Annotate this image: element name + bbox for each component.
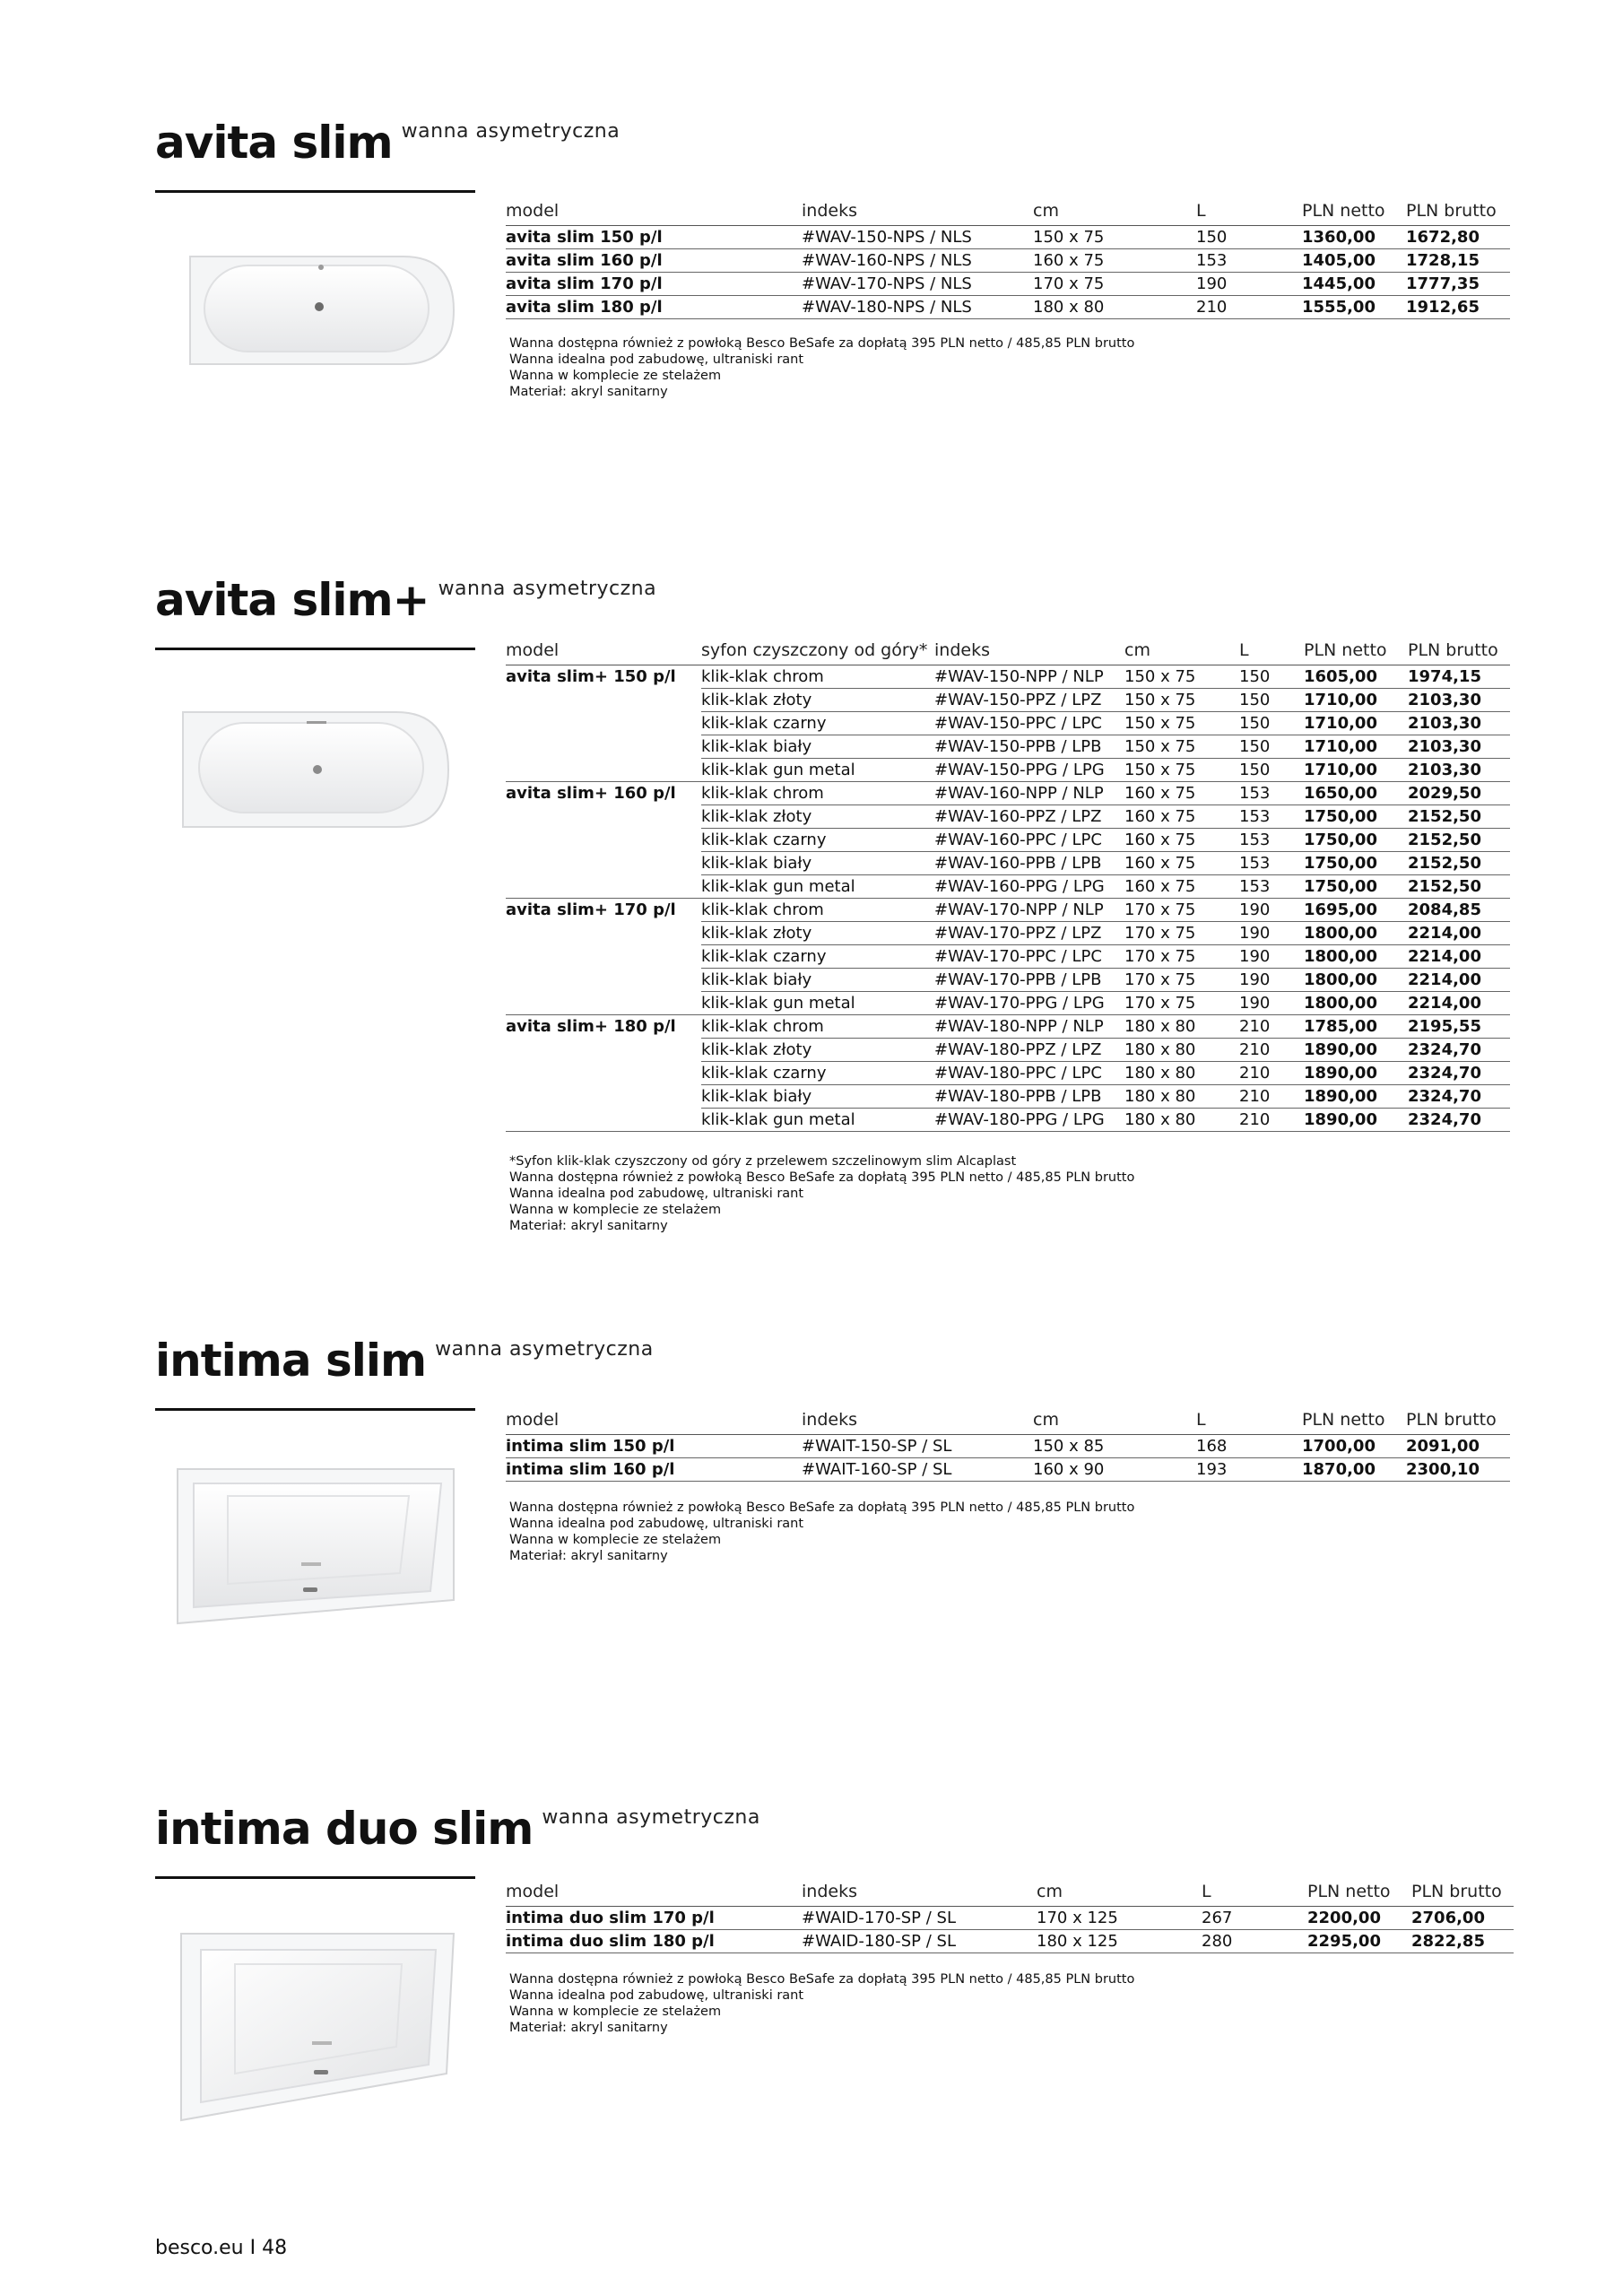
- table-row: [506, 273, 1510, 296]
- siphon-cell: klik-klak złoty: [701, 805, 934, 829]
- note-line: Wanna dostępna również z powłoką Besco BeSafe za dopłatą 395 PLN netto / 485,85 PLN brutto: [509, 336, 1135, 351]
- siphon-cell: klik-klak biały: [701, 1085, 934, 1109]
- title-underline: [155, 648, 475, 650]
- model-cell: avita slim 170 p/l: [506, 273, 802, 296]
- note-line: Wanna w komplecie ze stelażem: [509, 1203, 722, 1217]
- price-gross-cell: 2324,70: [1408, 1085, 1510, 1109]
- table-row: [506, 992, 1510, 1015]
- model-cell: avita slim 180 p/l: [506, 296, 802, 319]
- volume-cell: 153: [1239, 782, 1304, 805]
- size-cell: 150 x 75: [1124, 759, 1239, 782]
- model-cell: [506, 992, 701, 1015]
- volume-cell: 210: [1239, 1085, 1304, 1109]
- table-row: [506, 712, 1510, 735]
- price-table: [506, 199, 1510, 319]
- table-row: [506, 969, 1510, 992]
- price-gross-cell: 2300,10: [1406, 1458, 1510, 1482]
- note-line: Wanna idealna pod zabudowę, ultraniski rant: [509, 352, 804, 367]
- table-row: [506, 922, 1510, 945]
- model-cell: [506, 735, 701, 759]
- price-net-cell: 1710,00: [1304, 689, 1408, 712]
- volume-cell: 267: [1202, 1907, 1307, 1930]
- model-cell: [506, 969, 701, 992]
- size-cell: 150 x 75: [1124, 689, 1239, 712]
- price-net-cell: 1445,00: [1302, 273, 1406, 296]
- index-cell: #WAV-150-PPZ / LPZ: [934, 689, 1124, 712]
- volume-cell: 153: [1239, 829, 1304, 852]
- title-underline: [155, 1876, 475, 1879]
- price-gross-cell: 2103,30: [1408, 759, 1510, 782]
- volume-cell: 150: [1239, 759, 1304, 782]
- table-row: [506, 296, 1510, 319]
- size-cell: 150 x 85: [1033, 1435, 1196, 1458]
- column-header: model: [506, 1408, 802, 1435]
- note-line: Wanna dostępna również z powłoką Besco BeSafe za dopłatą 395 PLN netto / 485,85 PLN brutto: [509, 1972, 1135, 1987]
- volume-cell: 210: [1239, 1109, 1304, 1132]
- index-cell: #WAV-150-PPB / LPB: [934, 735, 1124, 759]
- column-header: cm: [1124, 639, 1239, 665]
- size-cell: 170 x 75: [1124, 992, 1239, 1015]
- price-gross-cell: 2152,50: [1408, 805, 1510, 829]
- price-net-cell: 1890,00: [1304, 1085, 1408, 1109]
- siphon-cell: klik-klak chrom: [701, 665, 934, 689]
- siphon-cell: klik-klak złoty: [701, 689, 934, 712]
- size-cell: 180 x 80: [1124, 1062, 1239, 1085]
- table-row: [506, 665, 1510, 689]
- section-title-text: intima duo slim: [155, 1803, 534, 1855]
- model-cell: avita slim 150 p/l: [506, 226, 802, 249]
- size-cell: 160 x 75: [1124, 805, 1239, 829]
- price-gross-cell: 2152,50: [1408, 852, 1510, 875]
- size-cell: 180 x 80: [1124, 1085, 1239, 1109]
- price-net-cell: 1800,00: [1304, 945, 1408, 969]
- note-line: Wanna idealna pod zabudowę, ultraniski rant: [509, 1187, 804, 1201]
- note-line: *Syfon klik-klak czyszczony od góry z przelewem szczelinowym slim Alcaplast: [509, 1154, 1017, 1169]
- column-header: L: [1239, 639, 1304, 665]
- table-row: [506, 1458, 1510, 1482]
- model-cell: [506, 875, 701, 899]
- price-table: [506, 1880, 1514, 1953]
- index-cell: #WAV-180-PPG / LPG: [934, 1109, 1124, 1132]
- price-gross-cell: 1728,15: [1406, 249, 1510, 273]
- size-cell: 180 x 80: [1124, 1109, 1239, 1132]
- column-header: cm: [1037, 1880, 1202, 1907]
- table-header-row: [506, 1408, 1510, 1435]
- section-title: [155, 1335, 654, 1387]
- size-cell: 150 x 75: [1124, 712, 1239, 735]
- model-cell: [506, 922, 701, 945]
- price-net-cell: 1555,00: [1302, 296, 1406, 319]
- price-net-cell: 1890,00: [1304, 1039, 1408, 1062]
- price-gross-cell: 2822,85: [1411, 1930, 1514, 1953]
- index-cell: #WAV-180-PPC / LPC: [934, 1062, 1124, 1085]
- price-net-cell: 1750,00: [1304, 875, 1408, 899]
- model-cell: avita slim+ 180 p/l: [506, 1017, 676, 1037]
- table-row: [506, 249, 1510, 273]
- size-cell: 180 x 125: [1037, 1930, 1202, 1953]
- price-gross-cell: 2029,50: [1408, 782, 1510, 805]
- price-gross-cell: 2214,00: [1408, 945, 1510, 969]
- siphon-cell: klik-klak chrom: [701, 899, 934, 922]
- model-cell: [506, 712, 701, 735]
- model-cell: [506, 1039, 701, 1062]
- column-header: cm: [1033, 1408, 1196, 1435]
- column-header: syfon czyszczony od góry*: [701, 639, 934, 665]
- note-line: Wanna idealna pod zabudowę, ultraniski rant: [509, 1517, 804, 1531]
- volume-cell: 190: [1239, 945, 1304, 969]
- size-cell: 150 x 75: [1033, 226, 1196, 249]
- page-footer: besco.eu I 48: [155, 2237, 288, 2259]
- model-cell: [506, 1085, 701, 1109]
- column-header: model: [506, 639, 701, 665]
- product-notes: [509, 1971, 1134, 2036]
- volume-cell: 150: [1239, 665, 1304, 689]
- siphon-cell: klik-klak czarny: [701, 712, 934, 735]
- model-cell: [506, 852, 701, 875]
- bathtub-intima-slim-image: [174, 1465, 457, 1627]
- column-header: PLN brutto: [1406, 1408, 1510, 1435]
- price-gross-cell: 2084,85: [1408, 899, 1510, 922]
- section-title-text: avita slim+: [155, 574, 430, 626]
- volume-cell: 153: [1239, 852, 1304, 875]
- price-gross-cell: 1974,15: [1408, 665, 1510, 689]
- volume-cell: 150: [1239, 735, 1304, 759]
- table-header-row: [506, 639, 1510, 665]
- model-cell: [506, 829, 701, 852]
- siphon-cell: klik-klak złoty: [701, 1039, 934, 1062]
- section-subtitle: wanna asymetryczna: [401, 120, 621, 143]
- siphon-cell: klik-klak gun metal: [701, 875, 934, 899]
- size-cell: 160 x 75: [1124, 875, 1239, 899]
- price-gross-cell: 2103,30: [1408, 689, 1510, 712]
- price-gross-cell: 1672,80: [1406, 226, 1510, 249]
- price-gross-cell: 1912,65: [1406, 296, 1510, 319]
- volume-cell: 150: [1196, 226, 1302, 249]
- column-header: L: [1196, 199, 1302, 226]
- section-subtitle: wanna asymetryczna: [542, 1806, 760, 1829]
- index-cell: #WAV-160-PPB / LPB: [934, 852, 1124, 875]
- volume-cell: 150: [1239, 712, 1304, 735]
- price-net-cell: 1710,00: [1304, 712, 1408, 735]
- index-cell: #WAIT-150-SP / SL: [802, 1435, 1033, 1458]
- price-net-cell: 1650,00: [1304, 782, 1408, 805]
- model-cell: intima duo slim 170 p/l: [506, 1907, 802, 1930]
- index-cell: #WAID-170-SP / SL: [802, 1907, 1037, 1930]
- volume-cell: 168: [1196, 1435, 1302, 1458]
- price-gross-cell: 2324,70: [1408, 1039, 1510, 1062]
- price-net-cell: 1710,00: [1304, 735, 1408, 759]
- table-row: [506, 759, 1510, 782]
- title-underline: [155, 1408, 475, 1411]
- price-net-cell: 1695,00: [1304, 899, 1408, 922]
- note-line: Wanna dostępna również z powłoką Besco BeSafe za dopłatą 395 PLN netto / 485,85 PLN brutto: [509, 1170, 1135, 1185]
- price-net-cell: 1800,00: [1304, 992, 1408, 1015]
- section-title-text: avita slim: [155, 117, 393, 169]
- column-header: indeks: [802, 1408, 1033, 1435]
- column-header: L: [1196, 1408, 1302, 1435]
- column-header: indeks: [802, 199, 1033, 226]
- price-gross-cell: 2324,70: [1408, 1109, 1510, 1132]
- index-cell: #WAV-170-NPS / NLS: [802, 273, 1033, 296]
- note-line: Materiał: akryl sanitarny: [509, 1549, 668, 1563]
- siphon-cell: klik-klak czarny: [701, 1062, 934, 1085]
- index-cell: #WAV-180-NPP / NLP: [934, 1015, 1124, 1039]
- size-cell: 180 x 80: [1124, 1039, 1239, 1062]
- size-cell: 160 x 75: [1124, 852, 1239, 875]
- price-gross-cell: 2195,55: [1408, 1015, 1510, 1039]
- size-cell: 160 x 90: [1033, 1458, 1196, 1482]
- bathtub-avita-slim-plus-image: [181, 709, 452, 831]
- siphon-cell: klik-klak złoty: [701, 922, 934, 945]
- table-row: [506, 829, 1510, 852]
- product-notes: [509, 1153, 1134, 1234]
- price-net-cell: 1750,00: [1304, 829, 1408, 852]
- table-row: [506, 1085, 1510, 1109]
- size-cell: 170 x 75: [1124, 899, 1239, 922]
- bathtub-intima-duo-slim-image: [178, 1930, 457, 2124]
- price-net-cell: 1405,00: [1302, 249, 1406, 273]
- note-line: Wanna w komplecie ze stelażem: [509, 1533, 722, 1547]
- size-cell: 170 x 75: [1124, 945, 1239, 969]
- table-row: [506, 852, 1510, 875]
- price-gross-cell: 2091,00: [1406, 1435, 1510, 1458]
- index-cell: #WAID-180-SP / SL: [802, 1930, 1037, 1953]
- volume-cell: 190: [1239, 992, 1304, 1015]
- table-row: [506, 1015, 1510, 1039]
- volume-cell: 210: [1239, 1062, 1304, 1085]
- index-cell: #WAV-170-PPZ / LPZ: [934, 922, 1124, 945]
- model-cell: [506, 1062, 701, 1085]
- model-cell: [506, 805, 701, 829]
- index-cell: #WAV-170-NPP / NLP: [934, 899, 1124, 922]
- column-header: PLN netto: [1302, 1408, 1406, 1435]
- index-cell: #WAIT-160-SP / SL: [802, 1458, 1033, 1482]
- note-line: Wanna idealna pod zabudowę, ultraniski rant: [509, 1988, 804, 2003]
- siphon-cell: klik-klak gun metal: [701, 1109, 934, 1132]
- table-row: [506, 875, 1510, 899]
- index-cell: #WAV-180-NPS / NLS: [802, 296, 1033, 319]
- table-header-row: [506, 1880, 1514, 1907]
- column-header: L: [1202, 1880, 1307, 1907]
- model-cell: avita slim+ 170 p/l: [506, 900, 676, 920]
- volume-cell: 153: [1239, 875, 1304, 899]
- index-cell: #WAV-180-PPB / LPB: [934, 1085, 1124, 1109]
- volume-cell: 153: [1239, 805, 1304, 829]
- model-cell: [506, 759, 701, 782]
- price-gross-cell: 2214,00: [1408, 922, 1510, 945]
- price-net-cell: 1800,00: [1304, 922, 1408, 945]
- volume-cell: 210: [1239, 1015, 1304, 1039]
- table-header-row: [506, 199, 1510, 226]
- product-notes: [509, 1500, 1134, 1564]
- price-gross-cell: 2152,50: [1408, 875, 1510, 899]
- column-header: cm: [1033, 199, 1196, 226]
- index-cell: #WAV-160-PPC / LPC: [934, 829, 1124, 852]
- section-title: [155, 574, 656, 626]
- siphon-cell: klik-klak gun metal: [701, 759, 934, 782]
- product-notes: [509, 335, 1134, 400]
- column-header: PLN netto: [1302, 199, 1406, 226]
- price-net-cell: 2295,00: [1307, 1930, 1411, 1953]
- table-row: [506, 689, 1510, 712]
- index-cell: #WAV-170-PPB / LPB: [934, 969, 1124, 992]
- model-cell: intima duo slim 180 p/l: [506, 1930, 802, 1953]
- column-header: indeks: [802, 1880, 1037, 1907]
- price-net-cell: 1750,00: [1304, 852, 1408, 875]
- note-line: Materiał: akryl sanitarny: [509, 2021, 668, 2035]
- section-title-text: intima slim: [155, 1335, 427, 1387]
- volume-cell: 210: [1196, 296, 1302, 319]
- index-cell: #WAV-150-PPG / LPG: [934, 759, 1124, 782]
- volume-cell: 280: [1202, 1930, 1307, 1953]
- volume-cell: 153: [1196, 249, 1302, 273]
- model-cell: [506, 1109, 701, 1132]
- price-net-cell: 1750,00: [1304, 805, 1408, 829]
- table-row: [506, 1062, 1510, 1085]
- price-net-cell: 1785,00: [1304, 1015, 1408, 1039]
- siphon-cell: klik-klak biały: [701, 969, 934, 992]
- price-net-cell: 1800,00: [1304, 969, 1408, 992]
- column-header: PLN brutto: [1406, 199, 1510, 226]
- index-cell: #WAV-170-PPC / LPC: [934, 945, 1124, 969]
- price-table: [506, 639, 1510, 1132]
- price-net-cell: 2200,00: [1307, 1907, 1411, 1930]
- siphon-cell: klik-klak gun metal: [701, 992, 934, 1015]
- price-gross-cell: 2103,30: [1408, 735, 1510, 759]
- price-gross-cell: 2214,00: [1408, 992, 1510, 1015]
- table-row: [506, 1435, 1510, 1458]
- volume-cell: 190: [1239, 922, 1304, 945]
- size-cell: 160 x 75: [1033, 249, 1196, 273]
- table-row: [506, 782, 1510, 805]
- size-cell: 160 x 75: [1124, 829, 1239, 852]
- column-header: PLN netto: [1307, 1880, 1411, 1907]
- index-cell: #WAV-170-PPG / LPG: [934, 992, 1124, 1015]
- siphon-cell: klik-klak chrom: [701, 782, 934, 805]
- volume-cell: 190: [1239, 969, 1304, 992]
- note-line: Materiał: akryl sanitarny: [509, 385, 668, 399]
- table-row: [506, 945, 1510, 969]
- column-header: PLN brutto: [1408, 639, 1510, 665]
- index-cell: #WAV-150-NPS / NLS: [802, 226, 1033, 249]
- price-gross-cell: 1777,35: [1406, 273, 1510, 296]
- index-cell: #WAV-160-NPS / NLS: [802, 249, 1033, 273]
- index-cell: #WAV-150-NPP / NLP: [934, 665, 1124, 689]
- size-cell: 150 x 75: [1124, 665, 1239, 689]
- note-line: Materiał: akryl sanitarny: [509, 1219, 668, 1233]
- siphon-cell: klik-klak biały: [701, 735, 934, 759]
- price-table: [506, 1408, 1510, 1482]
- title-underline: [155, 190, 475, 193]
- model-cell: [506, 689, 701, 712]
- size-cell: 170 x 75: [1124, 969, 1239, 992]
- price-gross-cell: 2214,00: [1408, 969, 1510, 992]
- model-cell: avita slim 160 p/l: [506, 249, 802, 273]
- size-cell: 180 x 80: [1033, 296, 1196, 319]
- size-cell: 170 x 75: [1033, 273, 1196, 296]
- volume-cell: 210: [1239, 1039, 1304, 1062]
- volume-cell: 190: [1196, 273, 1302, 296]
- size-cell: 160 x 75: [1124, 782, 1239, 805]
- price-net-cell: 1710,00: [1304, 759, 1408, 782]
- siphon-cell: klik-klak czarny: [701, 945, 934, 969]
- price-gross-cell: 2706,00: [1411, 1907, 1514, 1930]
- model-cell: avita slim+ 160 p/l: [506, 784, 676, 804]
- index-cell: #WAV-160-PPZ / LPZ: [934, 805, 1124, 829]
- column-header: PLN brutto: [1411, 1880, 1514, 1907]
- bathtub-avita-slim-image: [188, 253, 457, 370]
- model-cell: intima slim 150 p/l: [506, 1435, 802, 1458]
- price-gross-cell: 2152,50: [1408, 829, 1510, 852]
- index-cell: #WAV-150-PPC / LPC: [934, 712, 1124, 735]
- table-row: [506, 805, 1510, 829]
- table-row: [506, 226, 1510, 249]
- column-header: model: [506, 199, 802, 226]
- price-net-cell: 1890,00: [1304, 1062, 1408, 1085]
- price-net-cell: 1360,00: [1302, 226, 1406, 249]
- note-line: Wanna dostępna również z powłoką Besco BeSafe za dopłatą 395 PLN netto / 485,85 PLN brutto: [509, 1500, 1135, 1515]
- column-header: model: [506, 1880, 802, 1907]
- section-title: [155, 117, 620, 169]
- model-cell: intima slim 160 p/l: [506, 1458, 802, 1482]
- table-row: [506, 1109, 1510, 1132]
- note-line: Wanna w komplecie ze stelażem: [509, 2005, 722, 2019]
- section-subtitle: wanna asymetryczna: [438, 578, 657, 600]
- model-cell: [506, 945, 701, 969]
- size-cell: 170 x 125: [1037, 1907, 1202, 1930]
- table-row: [506, 899, 1510, 922]
- price-net-cell: 1700,00: [1302, 1435, 1406, 1458]
- table-row: [506, 1039, 1510, 1062]
- table-row: [506, 735, 1510, 759]
- siphon-cell: klik-klak biały: [701, 852, 934, 875]
- section-subtitle: wanna asymetryczna: [435, 1338, 654, 1361]
- size-cell: 180 x 80: [1124, 1015, 1239, 1039]
- siphon-cell: klik-klak czarny: [701, 829, 934, 852]
- price-net-cell: 1605,00: [1304, 665, 1408, 689]
- table-row: [506, 1907, 1514, 1930]
- index-cell: #WAV-160-PPG / LPG: [934, 875, 1124, 899]
- price-net-cell: 1870,00: [1302, 1458, 1406, 1482]
- volume-cell: 193: [1196, 1458, 1302, 1482]
- column-header: PLN netto: [1304, 639, 1408, 665]
- table-row: [506, 1930, 1514, 1953]
- size-cell: 150 x 75: [1124, 735, 1239, 759]
- volume-cell: 150: [1239, 689, 1304, 712]
- siphon-cell: klik-klak chrom: [701, 1015, 934, 1039]
- column-header: indeks: [934, 639, 1124, 665]
- index-cell: #WAV-160-NPP / NLP: [934, 782, 1124, 805]
- price-net-cell: 1890,00: [1304, 1109, 1408, 1132]
- section-title: [155, 1803, 760, 1855]
- model-cell: avita slim+ 150 p/l: [506, 667, 676, 687]
- index-cell: #WAV-180-PPZ / LPZ: [934, 1039, 1124, 1062]
- price-gross-cell: 2103,30: [1408, 712, 1510, 735]
- size-cell: 170 x 75: [1124, 922, 1239, 945]
- price-gross-cell: 2324,70: [1408, 1062, 1510, 1085]
- volume-cell: 190: [1239, 899, 1304, 922]
- note-line: Wanna w komplecie ze stelażem: [509, 369, 722, 383]
